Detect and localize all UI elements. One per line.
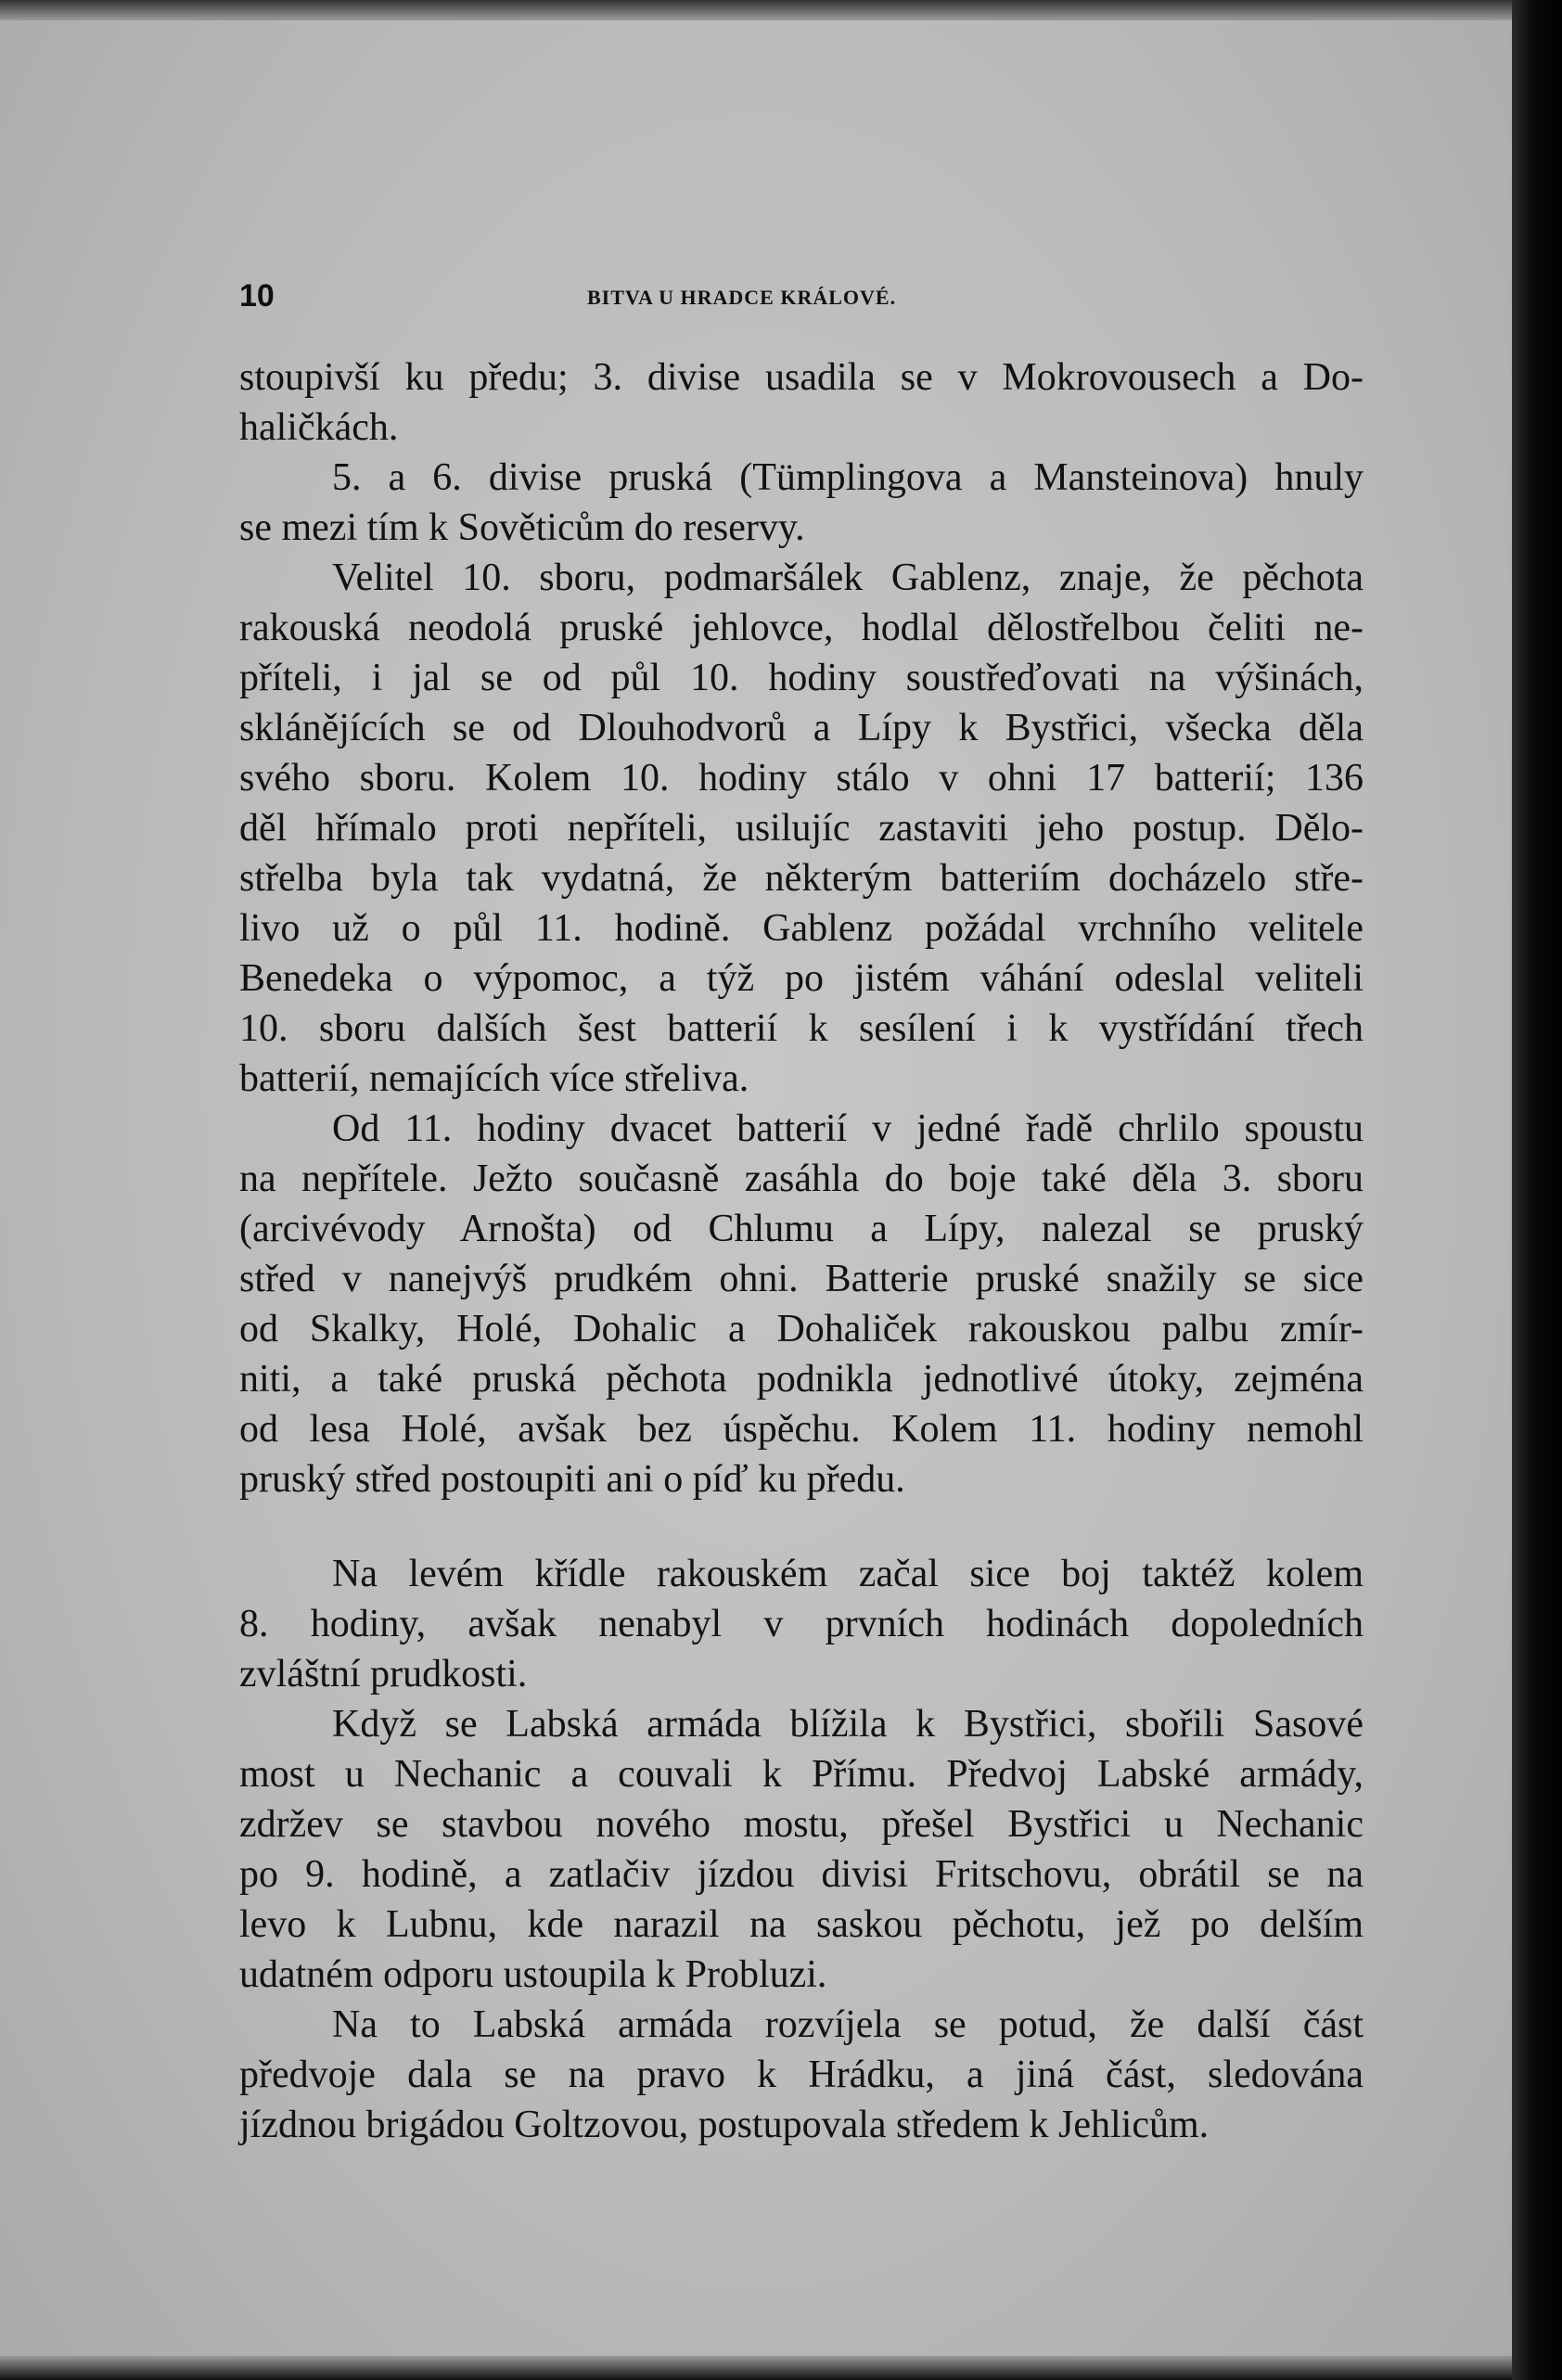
text-line: stoupivší ku předu; 3. divise usadila se v Mokrovousech a Do- xyxy=(239,356,1364,399)
text-line: na nepřítele. Ježto současně zasáhla do boje také děla 3. sboru xyxy=(239,1158,1364,1200)
paragraph xyxy=(239,1549,1364,1699)
text-line: od lesa Holé, avšak bez úspěchu. Kolem 11. hodiny nemohl xyxy=(239,1408,1364,1451)
text-line: livo už o půl 11. hodině. Gablenz požádal vrchního velitele xyxy=(239,907,1364,950)
text-line: děl hřímalo proti nepříteli, usilujíc zastaviti jeho postup. Dělo- xyxy=(239,807,1364,850)
section-gap xyxy=(239,1504,1364,1549)
text-line: příteli, i jal se od půl 10. hodiny soustřeďovati na výšinách, xyxy=(239,657,1364,699)
paragraph xyxy=(239,453,1364,553)
text-line: udatném odporu ustoupila k Probluzi. xyxy=(239,1953,827,1996)
text-line: Od 11. hodiny dvacet batterií v jedné řadě chrlilo spoustu xyxy=(332,1107,1364,1150)
text-line: batterií, nemajících více střeliva. xyxy=(239,1057,749,1100)
text-line: (arcivévody Arnošta) od Chlumu a Lípy, nalezal se pruský xyxy=(239,1208,1364,1250)
running-head: BITVA U HRADCE KRÁLOVÉ. xyxy=(587,286,897,309)
text-line: zdržev se stavbou nového mostu, přešel Bystřici u Nechanic xyxy=(239,1803,1364,1846)
text-line: předvoje dala se na pravo k Hrádku, a jiná část, sledována xyxy=(239,2054,1364,2096)
text-line: Benedeka o výpomoc, a týž po jistém váhání odeslal veliteli xyxy=(239,957,1364,1000)
text-line: střed v nanejvýš prudkém ohni. Batterie pruské snažily se sice xyxy=(239,1258,1364,1300)
paragraph xyxy=(239,352,1364,453)
scan-edge-right xyxy=(1512,0,1562,2380)
text-line: rakouská neodolá pruské jehlovce, hodlal dělostřelbou čeliti ne- xyxy=(239,607,1364,649)
scan-edge-bottom xyxy=(0,2356,1512,2380)
text-line: 8. hodiny, avšak nenabyl v prvních hodinách dopoledních xyxy=(239,1603,1364,1645)
text-line: zvláštní prudkosti. xyxy=(239,1653,528,1695)
text-line: střelba byla tak vydatná, že některým batteriím docházelo stře- xyxy=(239,857,1364,900)
text-line: pruský střed postoupiti ani o píď ku předu. xyxy=(239,1458,905,1501)
page-number: 10 xyxy=(239,278,275,313)
scan-edge-top xyxy=(0,0,1562,20)
text-line: po 9. hodině, a zatlačiv jízdou divisi Fritschovu, obrátil se na xyxy=(239,1853,1364,1896)
page-header xyxy=(239,278,1364,325)
text-line: most u Nechanic a couvali k Přímu. Předvoj Labské armády, xyxy=(239,1753,1364,1796)
text-line: Když se Labská armáda blížila k Bystřici, sbořili Sasové xyxy=(332,1703,1364,1746)
text-line: 10. sboru dalších šest batterií k sesílení i k vystřídání třech xyxy=(239,1007,1364,1050)
text-line: od Skalky, Holé, Dohalic a Dohaliček rakouskou palbu zmír- xyxy=(239,1308,1364,1350)
paragraph xyxy=(239,1104,1364,1504)
text-line: Na to Labská armáda rozvíjela se potud, že další část xyxy=(332,2003,1364,2046)
body-text xyxy=(239,352,1364,2150)
text-line: se mezi tím k Sověticům do reservy. xyxy=(239,506,805,549)
text-line: haličkách. xyxy=(239,406,399,449)
paragraph xyxy=(239,1699,1364,2000)
text-line: sklánějících se od Dlouhodvorů a Lípy k Bystřici, všecka děla xyxy=(239,707,1364,749)
paragraph xyxy=(239,553,1364,1104)
text-line: levo k Lubnu, kde narazil na saskou pěchotu, jež po delším xyxy=(239,1903,1364,1946)
text-line: jízdnou brigádou Goltzovou, postupovala středem k Jehlicům. xyxy=(239,2104,1210,2146)
text-line: niti, a také pruská pěchota podnikla jednotlivé útoky, zejména xyxy=(239,1358,1364,1401)
text-line: Velitel 10. sboru, podmaršálek Gablenz, znaje, že pěchota xyxy=(332,557,1364,599)
text-line: 5. a 6. divise pruská (Tümplingova a Mansteinova) hnuly xyxy=(332,456,1364,499)
paragraph xyxy=(239,2000,1364,2150)
text-line: Na levém křídle rakouském začal sice boj taktéž kolem xyxy=(332,1553,1364,1595)
text-line: svého sboru. Kolem 10. hodiny stálo v ohni 17 batterií; 136 xyxy=(239,757,1364,800)
